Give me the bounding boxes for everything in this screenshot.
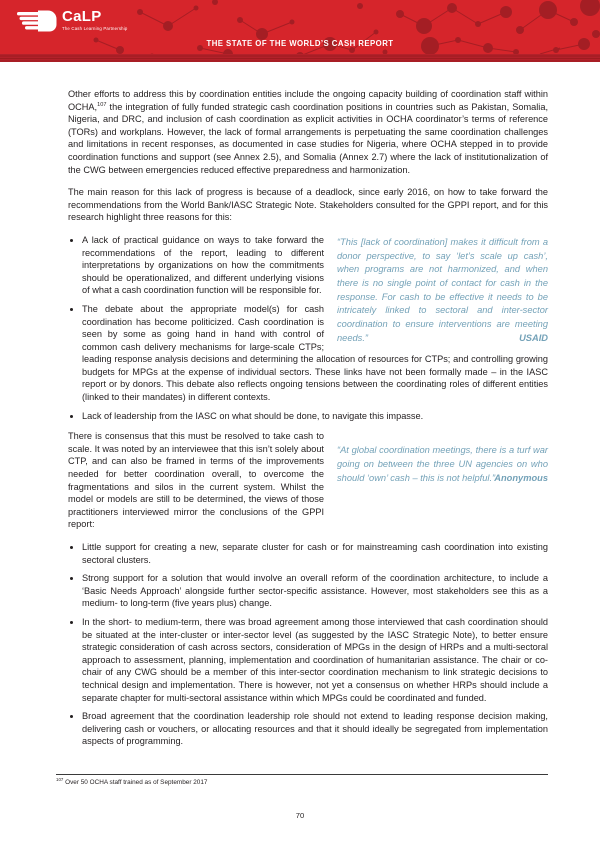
calp-wordmark: CaLP: [62, 8, 102, 25]
section-three-reasons: [68, 234, 548, 422]
para1-text-before-ref: Other efforts to address this by coordination entities include the ongoing capacity building of coordination staff within OCHA,: [68, 89, 548, 112]
list-item: • Lack of leadership from the IASC on what should be done, to navigate this impasse.: [82, 410, 548, 423]
quote-text: “At global coordination meetings, there is a turf war going on between the three UN agencies on who should ‘own’ cash – this is not helpful.”: [337, 445, 548, 483]
list-item: • Strong support for a solution that would involve an overall reform of the coordination architecture, to include a ‘Basic Needs Approach’ alongside further sector-specific assistance. However, most stakeholders see this as a medium- to long-term (five years plus) change.: [82, 572, 548, 610]
footnote-number: 107: [56, 776, 64, 782]
footnote: [56, 776, 208, 786]
list-item: • In the short- to medium-term, there was broad agreement among those interviewed that cash coordination should be situated at the inter-cluster or inter-sector level (as suggested by the IASC Strategic Note), to better ensure strategic consideration of cash across sectors, consideration of MPGs in the design of HRPs and a multi-sectoral approach to assessment, planning, implementation and coordination of humanitarian assistance. The chair or co-chair of any CWG should be a member of this inter-sector coordination mechanism to link strategic decisions to technical design and implementation. There is however, not yet a consensus on whether HRPs should include a separate chapter for multi-sectoral assistance within which MPGs could be coordinated and funded.: [82, 616, 548, 704]
report-title: THE STATE OF THE WORLD’S CASH REPORT: [206, 39, 394, 48]
views-list: [68, 541, 548, 748]
header-bottom-band: [0, 54, 600, 62]
calp-tagline: The Cash Learning Partnership: [62, 26, 128, 31]
calp-logo: [17, 9, 128, 34]
section-consensus: [68, 430, 548, 748]
footnote-ref-107: 107: [97, 101, 107, 108]
quote-attribution: Anonymous: [494, 472, 548, 483]
para1-text-after-ref: the integration of fully funded strategic cash coordination positions in countries such as Pakistan, Somalia, Nigeria, and DRC, and inclusion of cash coordination as explicit activities in OCHA coordinator’s terms of reference (TORs) and workplans. However, the lack of formal arrangements is perpetuating the same coordination challenges and limitations in recent responses, as documented in case studies for Nigeria, where OCHA stepped in to provide coordination functions and support (see Annex 2.5), and Somalia (Annex 2.7) where the lack of institutionalization of the CWG between emergencies reduced effective preparedness and harmonization.: [68, 101, 548, 175]
page-number: 70: [295, 811, 305, 820]
quote-attribution: USAID: [519, 332, 548, 343]
paragraph-main-reason: The main reason for this lack of progress is because of a deadlock, since early 2016, on how to take forward the recommendations from the World Bank/IASC Strategic Note. Stakeholders consulted for the GPPI report, and for this research highlight three reasons for this:: [68, 187, 548, 223]
list-item: • Broad agreement that the coordination leadership role should not extend to leading response decision making, delivering cash or vouchers, or allocating resources and that it should ideally be segregated from implementation aspects of programming.: [82, 710, 548, 748]
paragraph-other-efforts: [68, 88, 548, 176]
pull-quote-anonymous: [337, 444, 548, 528]
list-item: • Little support for creating a new, separate cluster for cash or for mainstreaming cash coordination into existing sectoral clusters.: [82, 541, 548, 566]
footnote-text: Over 50 OCHA staff trained as of September 2017: [65, 779, 208, 786]
page-body: [68, 88, 548, 756]
list-item: • The debate about the appropriate model(s) for cash coordination has become politicized. Cash coordination is seen by some as going hand in hand with control of common cash delivery mechanisms for large-scale CTPs; leading response analysis decisions and determining the allocation of resources for CTPs; and controlling growing budgets for MPGs at the expense of individual sectors. These links have not been formally made – in the IASC report or by donors. This debate also reflects ongoing tensions between the coordinating roles of different entities (linked to their mandates) in different contexts.: [82, 303, 548, 404]
footnote-divider: [56, 774, 548, 775]
list-item: • A lack of practical guidance on ways to take forward the recommendations of the report, leading to different interpretations by organizations on how the commitments should be operationalized, and different underlying visions of what a cash coordination function will be responsible for.: [82, 234, 548, 297]
quote-text: “This [lack of coordination] makes it difficult from a donor perspective, to say ‘let’s scale up cash’, when programs are not harmonized, and when there is no single point of contact for cash in the response. For cash to be effective it needs to be intricately linked to sectoral and inter-sector coordination to ensure interventions are meeting needs.”: [337, 236, 548, 343]
page-header: [0, 0, 600, 62]
pull-quote-usaid: [337, 236, 548, 346]
paragraph-consensus: There is consensus that this must be resolved to take cash to scale. It was noted by an interviewee that this isn’t solely about CTP, and can also be framed in terms of the improvements needed for better coordination overall, to overcome the fragmentations and silos in the current system. Whilst the model or models are still to be determined, the views of those practitioners interviewed mirror the conclusions of the GPPI report:: [68, 431, 324, 530]
calp-hand-icon: [17, 9, 57, 34]
